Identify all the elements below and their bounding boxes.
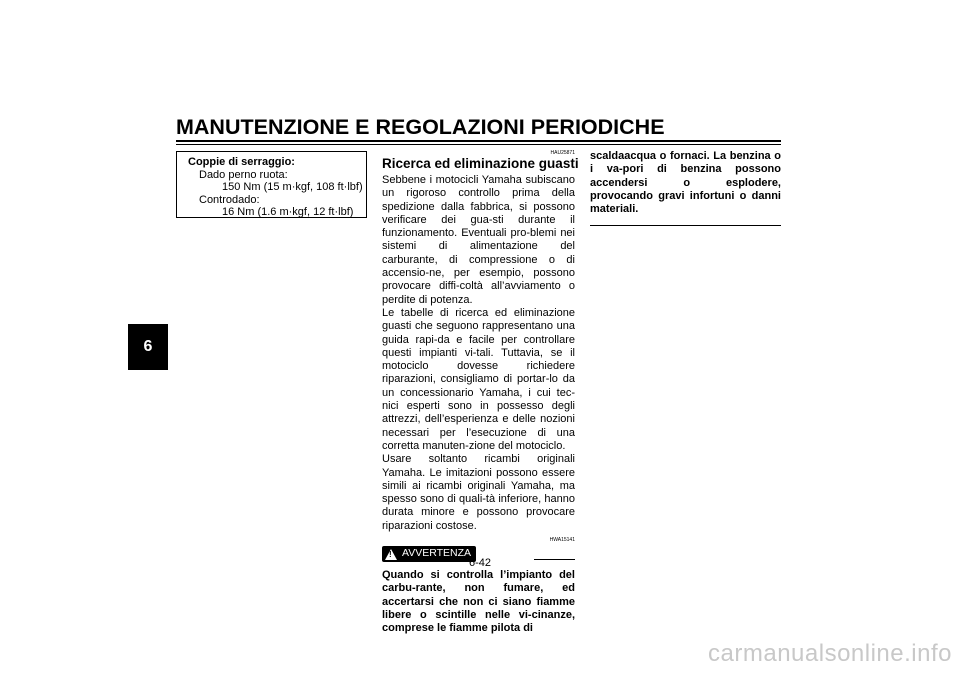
torque-spec-box xyxy=(176,151,367,218)
torque-item1-label: Dado perno ruota: xyxy=(199,168,288,181)
page-title: MANUTENZIONE E REGOLAZIONI PERIODICHE xyxy=(176,115,665,139)
warning-code: HWA15141 xyxy=(549,537,575,544)
warning-triangle-icon xyxy=(385,549,397,560)
paragraph-3: Usare soltanto ricambi originali Yamaha. Le imitazioni possono essere simili ai ricambi originali Yamaha, ma spesso sono di quali-tà inferiore, hanno durata minore e possono provocare riparazioni costose. xyxy=(382,453,575,532)
chapter-tab: 6 xyxy=(128,324,168,370)
section-heading: Ricerca ed eliminazione guasti xyxy=(382,156,579,171)
warning-rule xyxy=(534,559,575,560)
section-code: HAU25871 xyxy=(550,150,575,156)
torque-item2-value: 16 Nm (1.6 m·kgf, 12 ft·lbf) xyxy=(222,206,354,219)
watermark: carmanualsonline.info xyxy=(708,640,952,667)
warning-end-rule xyxy=(590,225,781,226)
title-rule-thick xyxy=(176,140,781,142)
torque-item1-value: 150 Nm (15 m·kgf, 108 ft·lbf) xyxy=(222,181,363,194)
title-rule-thin xyxy=(176,144,781,145)
warning-continuation: scaldaacqua o fornaci. La benzina o i va-pori di benzina possono accendersi o esplodere, provocando gravi infortuni o danni materiali. xyxy=(590,150,781,216)
paragraph-2: Le tabelle di ricerca ed eliminazione guasti che seguono rappresentano una guida rapi-da e facile per controllare questi impianti vi-tali. Tuttavia, se il motociclo dovesse richiedere riparazioni, consigliamo di portar-lo da un concessionario Yamaha, i cui tec-nici esperti sono in possesso degli attrezzi, dell’esperienza e delle nozioni necessari per l’esecuzione di una corretta manuten-zione del motociclo. xyxy=(382,306,575,452)
torque-item2-label: Controdado: xyxy=(199,193,260,206)
warning-text: Quando si controlla l’impianto del carbu-rante, non fumare, ed accertarsi che non ci siano fiamme libere o scintille nelle vi-cinanze, comprese le fiamme pilota di xyxy=(382,569,575,635)
torque-box-title: Coppie di serraggio: xyxy=(188,156,295,168)
right-column xyxy=(590,150,781,226)
warning-label-text: AVVERTENZA xyxy=(402,547,472,560)
page-number: 6-42 xyxy=(468,557,492,569)
paragraph-1: Sebbene i motocicli Yamaha subiscano un rigoroso controllo prima della spedizione dalla fabbrica, si possono verificare dei gua-sti durante il funzionamento. Eventuali pro-blemi nei sistemi di alimentazione del carburante, di compressione o di accensio-ne, per esempio, possono provocare diffi-coltà all’avviamento o perdite di potenza. xyxy=(382,174,575,306)
